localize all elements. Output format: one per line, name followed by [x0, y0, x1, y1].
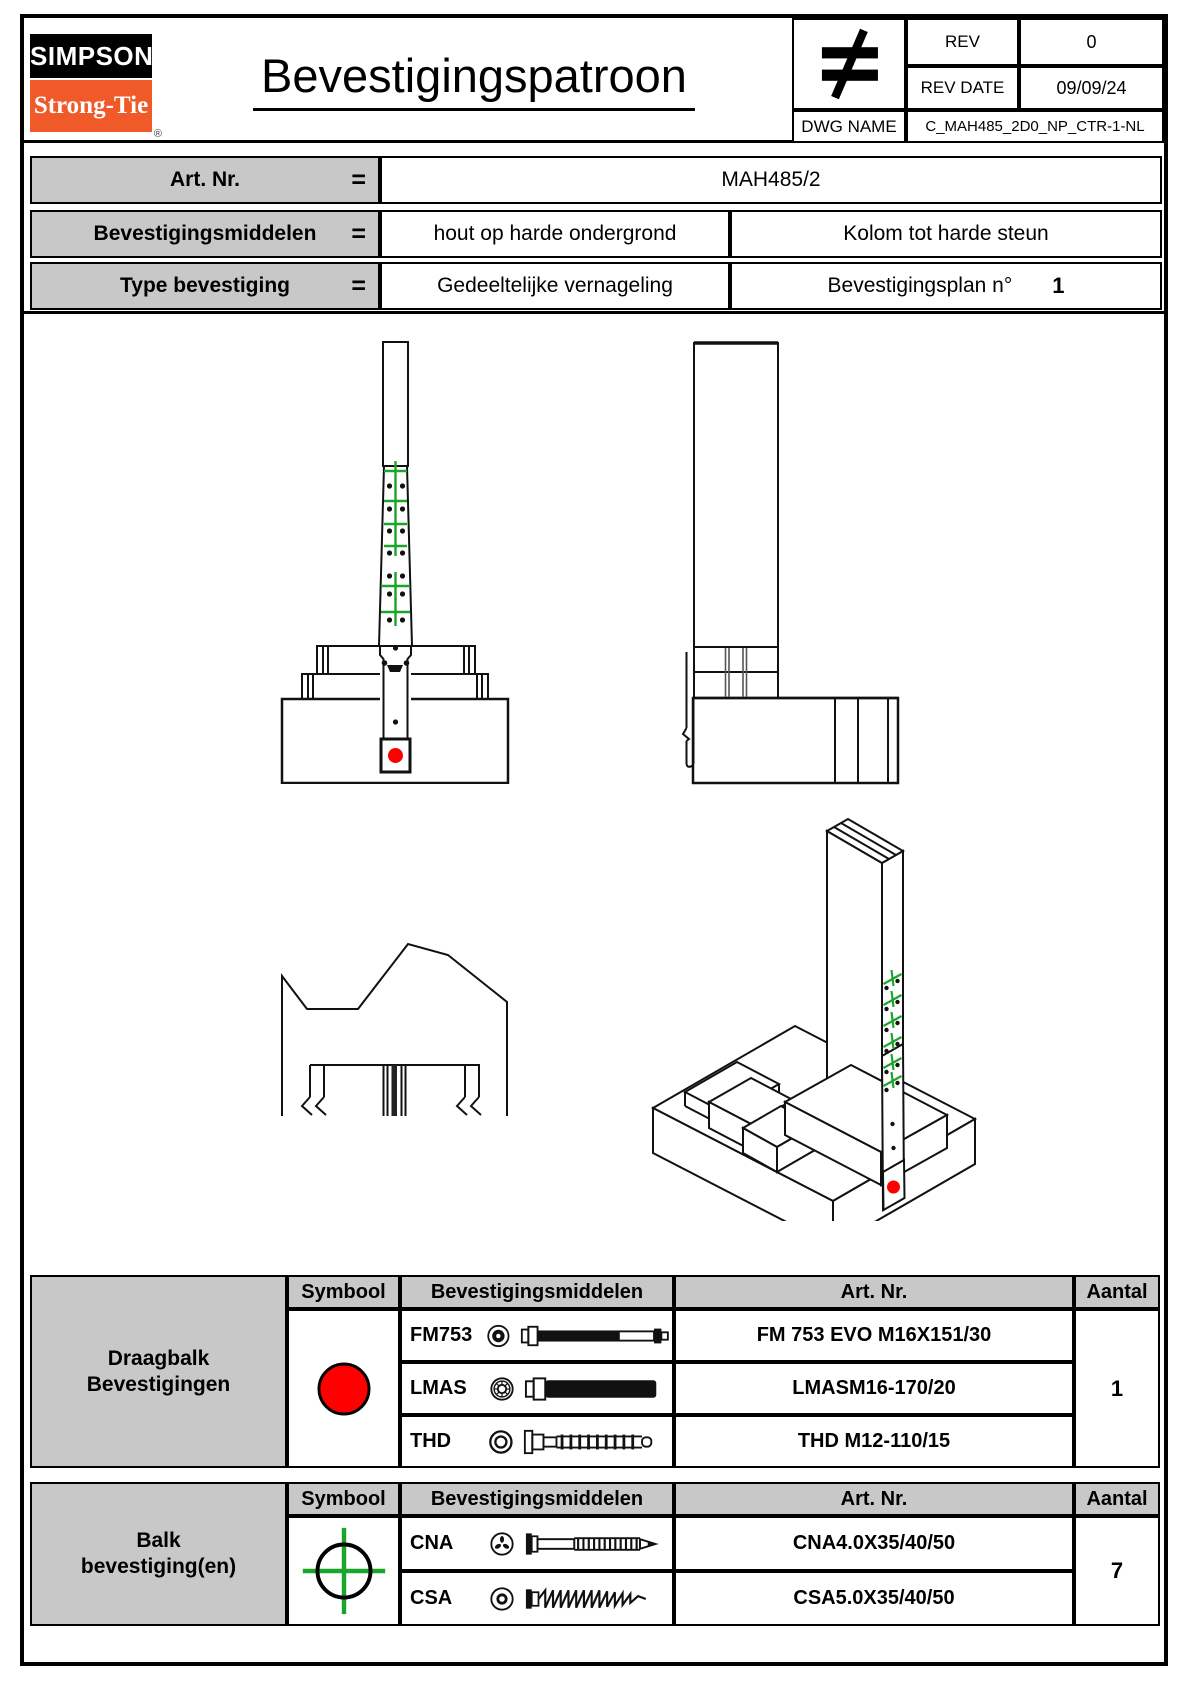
green-crosshair-icon — [296, 1520, 392, 1622]
artnr-value: MAH485/2 — [380, 156, 1162, 204]
artnr-csa: CSA5.0X35/40/50 — [674, 1571, 1074, 1626]
col-header-symbool: Symbool — [287, 1482, 400, 1516]
page-title: Bevestigingspatroon — [253, 48, 695, 111]
csa-screw-icon — [524, 1584, 669, 1614]
symbol-cell-green-crosshair — [287, 1516, 400, 1626]
equals-sign: = — [351, 271, 366, 300]
group-line2: Bevestigingen — [86, 1372, 231, 1396]
type-label — [30, 262, 380, 310]
plan-number: 1 — [1052, 273, 1065, 298]
dwg-name-label-cell: DWG NAME — [792, 110, 906, 143]
rev-value-cell: 0 — [1019, 18, 1164, 66]
artnr-fm753: FM 753 EVO M16X151/30 — [674, 1309, 1074, 1362]
col-header-middelen: Bevestigingsmiddelen — [400, 1482, 674, 1516]
not-equal-icon — [807, 25, 891, 103]
equals-sign: = — [351, 165, 366, 194]
side-view-drawing — [640, 314, 920, 786]
balk-fastener-table — [30, 1482, 1160, 1626]
group-line1: Draagbalk — [107, 1346, 210, 1370]
lmas-anchor-icon — [524, 1374, 664, 1404]
draagbalk-fastener-table — [30, 1275, 1160, 1468]
section-view-drawing — [255, 871, 520, 1116]
csa-head-icon — [489, 1586, 515, 1612]
thd-head-icon — [488, 1429, 514, 1455]
fasteners-label-text: Bevestigingsmiddelen — [93, 222, 317, 245]
simpson-strongtie-logo — [30, 34, 162, 140]
artnr-thd: THD M12-110/15 — [674, 1415, 1074, 1468]
anchor-red-dot — [388, 748, 403, 763]
info-row-fasteners — [30, 210, 1162, 258]
fastener-row-fm753 — [400, 1309, 674, 1362]
anchor-red-dot — [887, 1181, 900, 1194]
artnr-label-text: Art. Nr. — [169, 168, 240, 191]
red-dot-icon — [312, 1357, 376, 1421]
fastener-row-thd — [400, 1415, 674, 1468]
group-label-balk — [30, 1482, 287, 1626]
fastener-name: THD — [410, 1430, 452, 1452]
qty-balk: 7 — [1074, 1516, 1160, 1626]
group-line2: bevestiging(en) — [80, 1555, 237, 1578]
info-row-artnr — [30, 156, 1162, 204]
col-header-artnr: Art. Nr. — [674, 1482, 1074, 1516]
dwg-name-value-cell: C_MAH485_2D0_NP_CTR-1-NL — [906, 110, 1164, 143]
isometric-view-drawing — [645, 756, 980, 1221]
group-label-draagbalk — [30, 1275, 287, 1468]
title-block — [24, 18, 1164, 143]
fm753-head-icon — [486, 1323, 511, 1349]
col-header-aantal: Aantal — [1074, 1482, 1160, 1516]
artnr-cna: CNA4.0X35/40/50 — [674, 1516, 1074, 1571]
info-row-type — [30, 262, 1162, 310]
plan-cell — [730, 262, 1162, 310]
rev-date-value-cell: 09/09/24 — [1019, 66, 1164, 110]
cna-nail-icon — [524, 1529, 669, 1559]
thd-screw-icon — [523, 1427, 672, 1457]
logo-simpson-text: SIMPSON — [30, 34, 152, 78]
rev-label-cell: REV — [906, 18, 1019, 66]
col-header-middelen: Bevestigingsmiddelen — [400, 1275, 674, 1309]
lmas-head-icon — [489, 1376, 515, 1402]
artnr-label — [30, 156, 380, 204]
type-label-text: Type bevestiging — [120, 274, 290, 297]
qty-draagbalk: 1 — [1074, 1309, 1160, 1468]
fasteners-value-left: hout op harde ondergrond — [380, 210, 730, 258]
artnr-lmas: LMASM16-170/20 — [674, 1362, 1074, 1415]
col-header-artnr: Art. Nr. — [674, 1275, 1074, 1309]
symbol-cell-red-dot — [287, 1309, 400, 1468]
equals-sign: = — [351, 219, 366, 248]
sheet-title-area — [154, 18, 794, 140]
col-header-aantal: Aantal — [1074, 1275, 1160, 1309]
drawing-sheet — [20, 14, 1168, 1666]
projection-symbol-cell — [792, 18, 906, 110]
col-header-symbool: Symbool — [287, 1275, 400, 1309]
fastener-name: CSA — [410, 1587, 453, 1609]
fm753-bolt-icon — [520, 1321, 673, 1351]
logo-strongtie-text: Strong-Tie — [30, 80, 152, 132]
registered-mark: ® — [153, 128, 162, 140]
fastener-row-lmas — [400, 1362, 674, 1415]
fastener-row-csa — [400, 1571, 674, 1626]
fastener-name: LMAS — [410, 1377, 467, 1399]
fasteners-label — [30, 210, 380, 258]
type-value-left: Gedeeltelijke vernageling — [380, 262, 730, 310]
plan-label: Bevestigingsplan n° — [827, 274, 1013, 297]
rev-date-label-cell: REV DATE — [906, 66, 1019, 110]
fastener-row-cna — [400, 1516, 674, 1571]
fastener-name: CNA — [410, 1532, 454, 1554]
front-view-drawing — [252, 314, 512, 784]
cna-head-icon — [489, 1531, 515, 1557]
drawing-area — [24, 311, 1164, 1275]
fastener-name: FM753 — [410, 1324, 473, 1346]
fasteners-value-right: Kolom tot harde steun — [730, 210, 1162, 258]
group-line1: Balk — [136, 1529, 181, 1552]
